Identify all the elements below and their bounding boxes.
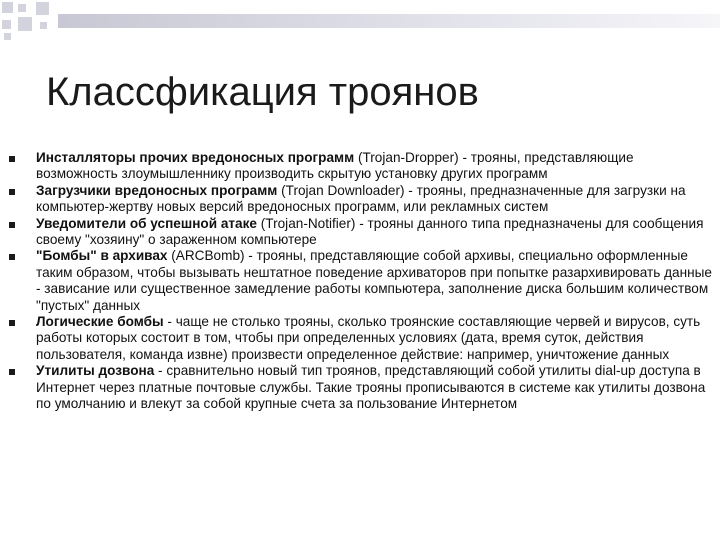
decor-square xyxy=(40,22,47,29)
square-bullet-icon xyxy=(9,320,15,326)
item-description: (Trojan Downloader) - трояны, предназначенные для загрузки на компьютер-жертву новых версий вредоносных программ, или рекламных систем xyxy=(36,182,686,215)
list-item xyxy=(0,363,720,412)
list-item xyxy=(0,150,720,183)
decor-square xyxy=(4,33,11,40)
item-term: Утилиты дозвона xyxy=(36,363,155,379)
square-bullet-icon xyxy=(9,222,15,228)
item-description: (Trojan-Dropper) - трояны, представляющие возможность злоумышленнику производить скрытую установку других программ xyxy=(36,150,634,182)
item-description: - чаще не столько трояны, сколько троянские составляющие червей и вирусов, суть работы которых состоит в том, чтобы при определенных условиях (дата, время суток, действия пользователя, команда извне) произвести определенное действие: например, уничтожение данных xyxy=(36,314,701,362)
list-item xyxy=(0,216,720,249)
item-term: Логические бомбы xyxy=(36,314,164,330)
item-description: (ARCBomb) - трояны, представляющие собой архивы, специально оформленные таким образом, чтобы вызывать нештатное поведение архиваторов при попытке разархивировать данные - зависание или существенное замедление работы компьютера, заполнение диска большим количеством "пустых" данных xyxy=(36,248,712,313)
decor-square xyxy=(18,4,26,12)
square-bullet-icon xyxy=(9,369,15,375)
decor-square xyxy=(18,17,32,31)
item-term: Инсталляторы прочих вредоносных программ xyxy=(36,150,355,165)
square-bullet-icon xyxy=(9,254,15,260)
list-item xyxy=(0,314,720,363)
decor-square xyxy=(36,2,49,15)
square-bullet-icon xyxy=(9,189,15,195)
trojan-classification-list xyxy=(0,150,720,413)
header-band xyxy=(58,14,720,28)
list-item xyxy=(0,248,720,314)
header-decoration xyxy=(0,0,720,40)
item-term: "Бомбы" в архивах xyxy=(36,248,168,264)
slide-title: Классфикация троянов xyxy=(46,70,479,114)
item-term: Загрузчики вредоносных программ xyxy=(36,182,278,198)
item-description: (Trojan-Notifier) - трояны данного типа предназначены для сообщения своему "хозяину" о зараженном компьютере xyxy=(36,215,704,248)
decor-square xyxy=(2,20,11,29)
list-item xyxy=(0,183,720,216)
item-term: Уведомители об успешной атаке xyxy=(36,215,257,231)
decor-square xyxy=(2,2,13,13)
square-bullet-icon xyxy=(9,156,15,162)
item-description: - сравнительно новый тип троянов, представляющий собой утилиты dial-up доступа в Интернет через платные почтовые службы. Такие трояны прописываются в системе как утилиты дозвона по умолчанию и влекут за собой крупные счета за пользование Интернетом xyxy=(36,363,706,412)
